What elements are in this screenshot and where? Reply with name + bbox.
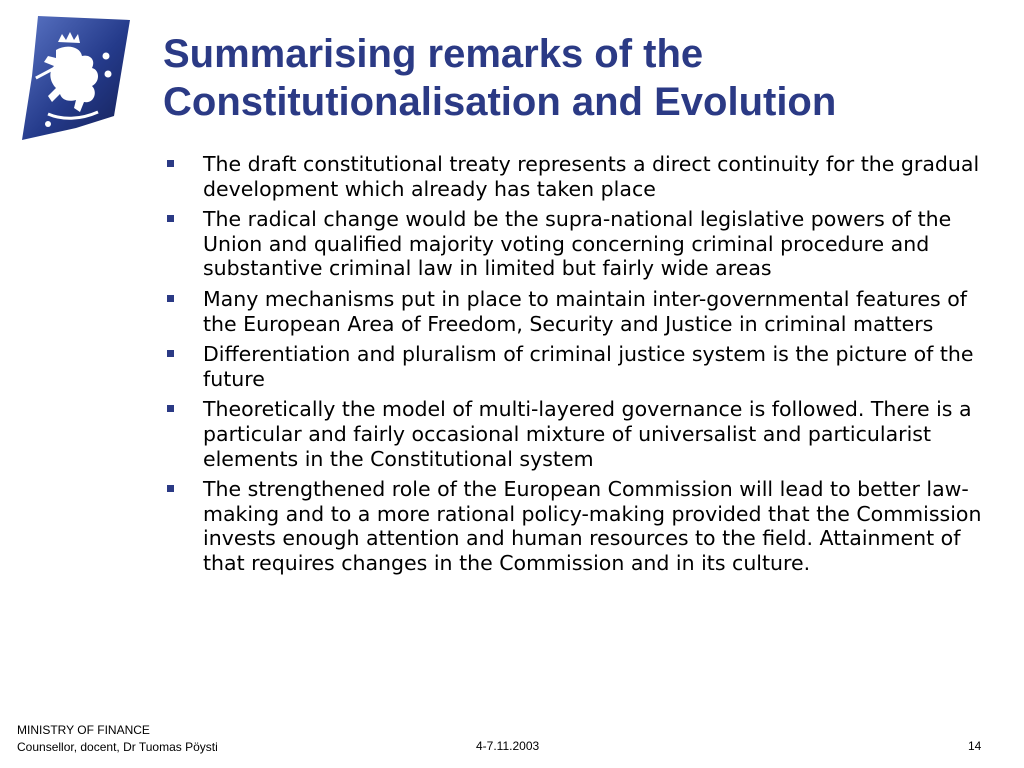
slide-title: Summarising remarks of the Constitutionalisation and Evolution (163, 32, 837, 124)
square-bullet-icon (167, 295, 174, 302)
list-item (165, 287, 985, 336)
bullet-list (165, 152, 985, 582)
finnish-lion-coat-of-arms-icon (18, 16, 134, 142)
bullet-text: Differentiation and pluralism of criminal justice system is the picture of the future (203, 342, 974, 391)
square-bullet-icon (167, 215, 174, 222)
footer-author-block (17, 722, 218, 756)
list-item (165, 207, 985, 281)
footer-date: 4-7.11.2003 (476, 739, 540, 753)
bullet-text: The strengthened role of the European Commission will lead to better law-making and to a more rational policy-making provided that the Commission invests enough attention and human resources to the field. Attainment of that requires changes in the Commission and in its culture. (203, 477, 982, 575)
square-bullet-icon (167, 485, 174, 492)
bullet-text: Many mechanisms put in place to maintain inter-governmental features of the European Area of Freedom, Security and Justice in criminal matters (203, 286, 967, 336)
page-number: 14 (968, 739, 982, 753)
square-bullet-icon (167, 350, 174, 357)
square-bullet-icon (167, 405, 174, 412)
list-item (165, 342, 985, 391)
bullet-text: The draft constitutional treaty represents a direct continuity for the gradual development which already has taken place (203, 152, 980, 201)
bullet-text: Theoretically the model of multi-layered governance is followed. There is a particular and fairly occasional mixture of universalist and particularist elements in the Constitutional system (203, 397, 972, 471)
footer-organization: MINISTRY OF FINANCE (17, 723, 150, 737)
footer-author: Counsellor, docent, Dr Tuomas Pöysti (17, 740, 218, 754)
ministry-logo (18, 16, 134, 142)
list-item (165, 477, 985, 575)
square-bullet-icon (167, 160, 174, 167)
list-item (165, 397, 985, 471)
bullet-text: The radical change would be the supra-national legislative powers of the Union and qualified majority voting concerning criminal procedure and substantive criminal law in limited but fairly wide areas (203, 207, 952, 281)
list-item (165, 152, 985, 201)
